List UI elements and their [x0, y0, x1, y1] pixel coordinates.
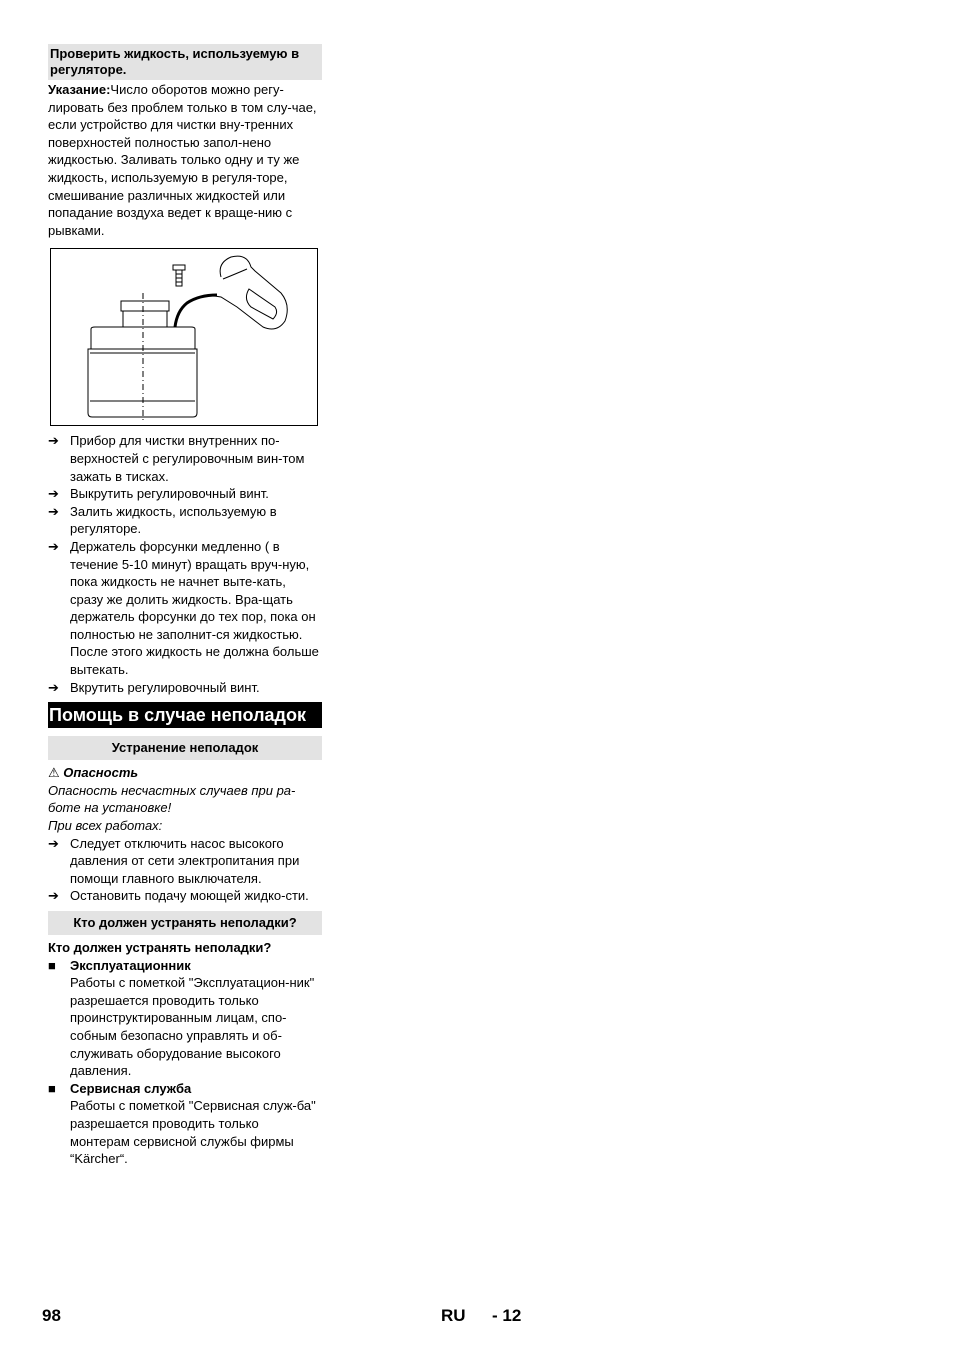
- danger-line: [48, 764, 322, 782]
- list-item: ➔ Залить жидкость, используемую в регуляторе.: [48, 503, 277, 537]
- section-heading-fault-elimination: Устранение неполадок: [48, 736, 322, 760]
- arrow-icon: ➔: [48, 503, 59, 519]
- arrow-icon: ➔: [48, 888, 59, 904]
- steps-list-2: [48, 835, 322, 905]
- steps-list-1: [48, 432, 322, 696]
- bullet-square-icon: ■: [48, 957, 56, 973]
- bullet-square-icon: ■: [48, 1080, 56, 1096]
- arrow-icon: ➔: [48, 433, 59, 449]
- list-item: ➔ Держатель форсунки медленно ( в течение 5-10 минут) вращать вруч-ную, пока жидкость не начнет выте-кать, сразу же долить жидкость. Вра-щать держатель форсунки до тех пор, пока он полностью не заполнит-ся жидкостью. После этого жидкость не должна больше вытекать.: [48, 538, 319, 678]
- item-text: Работы с пометкой "Эксплуатацион-ник" разрешается проводить только проинструктированным лицам, спо-собным безопасно управлять и об-служивать оборудование высокого давления.: [70, 975, 315, 1079]
- section-heading-who-fixes: Кто должен устранять неполадки?: [48, 911, 322, 935]
- note-text: Число оборотов можно регу-лировать без проблем только в том слу-чае, если устройство для чистки вну-тренних поверхностей полностью запол-нено жидкостью. Заливать только одну и ту же жидкость, используемую в регуля-торе, смешивание различных жидкостей или попадание воздуха ведет к враще-нию с рывками.: [48, 82, 317, 238]
- danger-text: Опасность несчастных случаев при ра-боте на установке!: [48, 782, 296, 816]
- list-item: [48, 957, 322, 1080]
- arrow-icon: ➔: [48, 835, 59, 851]
- list-item: ➔ Остановить подачу моющей жидко-сти.: [48, 888, 309, 904]
- language-code: RU: [441, 1306, 466, 1325]
- note-label: Указание:: [48, 82, 111, 97]
- section-heading-check-fluid: Проверить жидкость, используемую в регуляторе.: [48, 44, 322, 80]
- list-item: ➔ Выкрутить регулировочный винт.: [48, 486, 269, 502]
- list-item: ➔ Вкрутить регулировочный винт.: [48, 679, 260, 695]
- all-works-text: При всех работах:: [48, 818, 163, 834]
- item-text: Работы с пометкой "Сервисная служ-ба" разрешается проводить только монтерам сервисной службы фирмы “Kärcher“.: [70, 1098, 316, 1167]
- arrow-icon: ➔: [48, 486, 59, 502]
- list-item: [48, 1080, 322, 1168]
- arrow-icon: ➔: [48, 679, 59, 695]
- page-number: 98: [42, 1306, 61, 1325]
- sub-page-number: - 12: [492, 1306, 522, 1325]
- note-paragraph: [48, 81, 322, 239]
- who-fixes-subheading: Кто должен устранять неполадки?: [48, 940, 272, 955]
- list-item: ➔ Следует отключить насос высокого давления от сети электропитания при помощи главного выключателя.: [48, 835, 300, 886]
- item-title: Эксплуатационник: [70, 957, 191, 973]
- warning-icon: ⚠: [48, 765, 60, 781]
- regulator-illustration: [50, 248, 318, 426]
- item-title: Сервисная служба: [70, 1080, 192, 1096]
- danger-label: Опасность: [63, 765, 139, 781]
- arrow-icon: ➔: [48, 538, 59, 554]
- list-item: ➔ Прибор для чистки внутренних по-верхностей с регулировочным вин-том зажать в тисках.: [48, 433, 305, 484]
- main-heading-troubleshooting: Помощь в случае неполадок: [48, 702, 322, 728]
- text-column: [48, 44, 322, 1168]
- regulator-drawing: [51, 249, 317, 425]
